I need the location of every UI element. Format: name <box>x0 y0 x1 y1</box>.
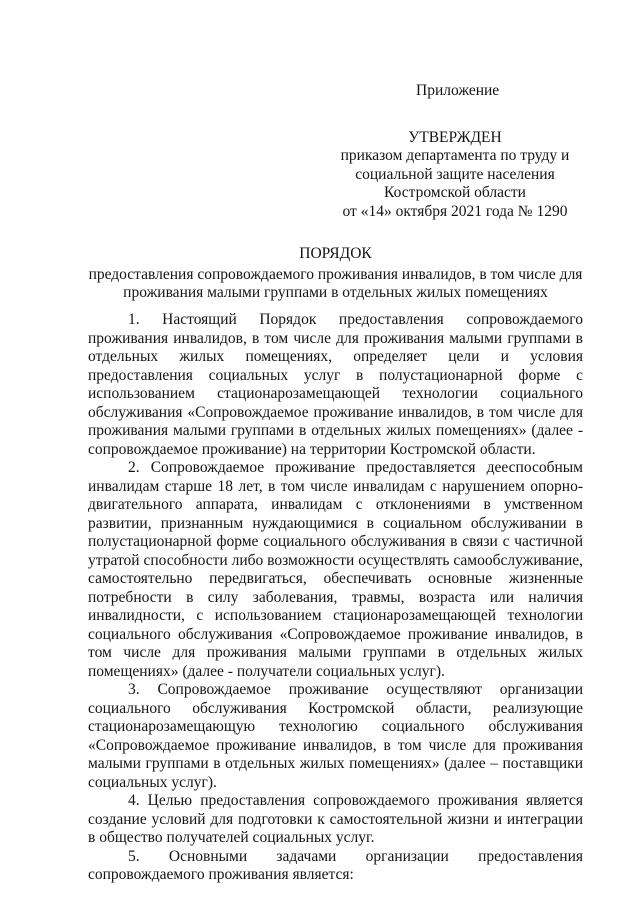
document-subtitle: предоставления сопровождаемого проживания инвалидов, в том числе для проживания малыми группами в отдельных жилых помещениях <box>88 265 583 301</box>
paragraph-5: 5. Основными задачами организации предоставления сопровождаемого проживания является: <box>88 847 583 883</box>
approval-line: Костромской области <box>384 184 526 201</box>
paragraph-2: 2. Сопровождаемое проживание предоставляется дееспособным инвалидам старше 18 лет, в том числе инвалидам с нарушением опорно-двигательного аппарата, инвалидам с отклонениями в умственном развитии, признанным нуждающимися в социальном обслуживании в полустационарной форме социального обслуживания в связи с частичной утратой способности либо возможности осуществлять самообслуживание, самостоятельно передвигаться, обеспечивать основные жизненные потребности в силу заболевания, травмы, возраста или наличия инвалидности, с использованием стационарозамещающей технологии социального обслуживания «Сопровождаемое проживание инвалидов, в том числе для проживания малыми группами в отдельных жилых помещениях» (далее - получатели социальных услуг). <box>88 459 583 680</box>
approved-heading: УТВЕРЖДЕН <box>408 128 502 146</box>
approval-block <box>330 82 580 221</box>
document-body <box>88 311 583 885</box>
document-title-block <box>88 245 583 303</box>
document-title: ПОРЯДОК <box>299 245 372 262</box>
paragraph-1: 1. Настоящий Порядок предоставления сопровождаемого проживания инвалидов, в том числе для проживания малыми группами в отдельных жилых помещениях, определяет цели и условия предоставления социальных услуг в полустационарной форме с использованием стационарозамещающей технологии социального обслуживания «Сопровождаемое проживание инвалидов, в том числе для проживания малыми группами в отдельных жилых помещениях» (далее - сопровождаемое проживание) на территории Костромской области. <box>88 311 583 458</box>
approval-line: приказом департамента по труду и <box>340 147 570 164</box>
paragraph-3: 3. Сопровождаемое проживание осуществляют организации социального обслуживания Костромской области, реализующие стационарозамещающую технологию социального обслуживания «Сопровождаемое проживание инвалидов, в том числе для проживания малыми группами в отдельных жилых помещениях» (далее – поставщики социальных услуг). <box>88 681 583 791</box>
approval-date-line: от «14» октября 2021 года № 1290 <box>342 202 568 220</box>
paragraph-4: 4. Целью предоставления сопровождаемого проживания является создание условий для подготовки к самостоятельной жизни и интеграции в общество получателей социальных услуг. <box>88 792 583 846</box>
approval-line: социальной защите населения <box>355 165 555 183</box>
appendix-label: Приложение <box>416 82 500 99</box>
